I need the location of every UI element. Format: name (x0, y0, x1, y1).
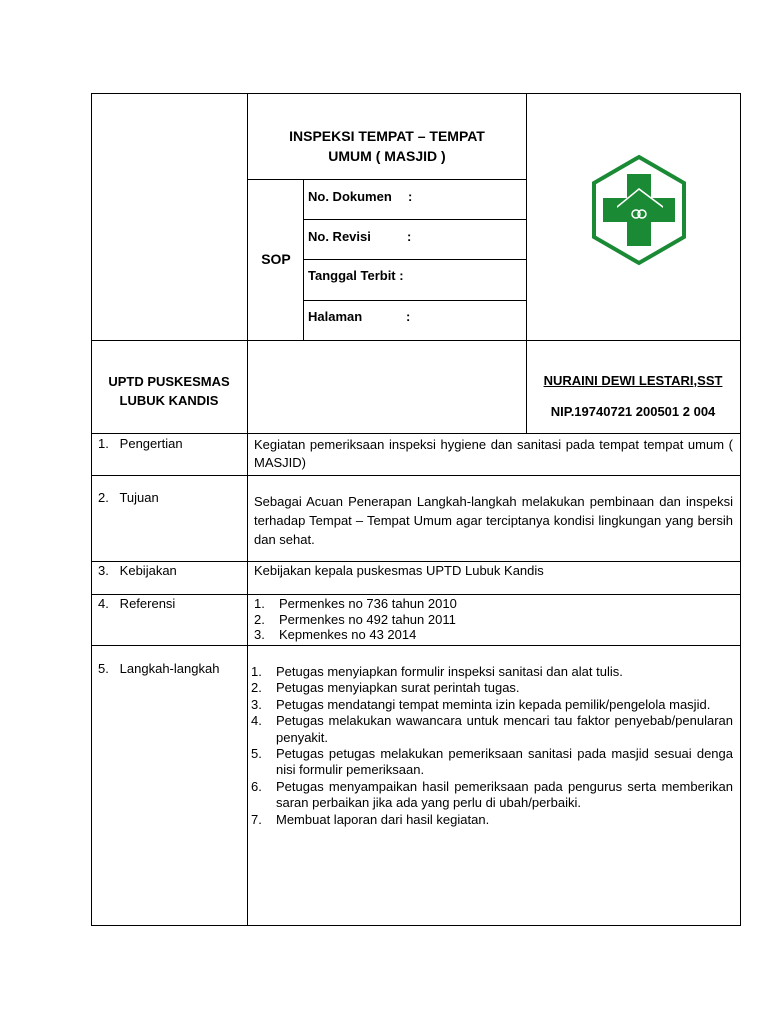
field-halaman (308, 309, 523, 325)
row-line-referensi (91, 645, 741, 646)
item-number: 5. (251, 746, 262, 762)
item-number: 3. (254, 627, 265, 642)
field-colon: : (399, 268, 404, 283)
label-langkah: 5. Langkah-langkah (98, 661, 220, 676)
org-line-1: UPTD PUSKESMAS (108, 374, 230, 389)
item-text: Petugas mendatangi tempat meminta izin kepada pemilik/pengelola masjid. (276, 696, 711, 712)
row-line-tujuan (91, 561, 741, 562)
list-item (254, 612, 733, 628)
item-number: 2. (251, 680, 262, 696)
label-pengertian: 1. Pengertian (98, 436, 183, 451)
text-tujuan: Sebagai Acuan Penerapan Langkah-langkah melakukan pembinaan dan inspeksi terhadap Tempat – Tempat Umum agar terciptanya kondisi lingkungan yang bersih dan sehat. (254, 494, 733, 547)
title-line-2: UMUM ( MASJID ) (328, 148, 446, 164)
item-number: 1. (251, 664, 262, 679)
item-text: Kepmenkes no 43 2014 (279, 627, 417, 642)
table-border-right (740, 93, 741, 926)
field-tanggal-terbit (308, 268, 523, 284)
field-label: Tanggal Terbit (308, 268, 396, 283)
text-kebijakan: Kebijakan kepala puskesmas UPTD Lubuk Kandis (254, 563, 544, 578)
item-number: 3. (251, 696, 262, 712)
field-label: No. Revisi (308, 229, 371, 244)
row-line-header (91, 340, 741, 341)
label-referensi: 4. Referensi (98, 596, 176, 611)
field-label: No. Dokumen (308, 189, 392, 204)
item-number: 1. (254, 596, 265, 611)
field-line-3 (303, 300, 527, 301)
item-number: 6. (251, 778, 262, 794)
title-line-1: INSPEKSI TEMPAT – TEMPAT (289, 128, 485, 144)
item-number: 4. (251, 713, 262, 729)
item-text: Permenkes no 736 tahun 2010 (279, 596, 457, 611)
label-kebijakan: 3. Kebijakan (98, 563, 177, 578)
field-no-revisi (308, 229, 523, 245)
sop-label: SOP (261, 251, 291, 267)
langkah-list (251, 664, 733, 828)
table-border-bottom (91, 925, 741, 926)
table-border-top (91, 93, 741, 94)
list-item (254, 627, 733, 643)
field-colon: : (408, 189, 413, 204)
puskesmas-logo-icon (589, 154, 689, 266)
field-colon: : (407, 229, 412, 244)
title-bottom-line (247, 179, 527, 180)
list-item (251, 779, 733, 812)
org-name (94, 372, 244, 410)
item-text: Petugas menyampaikan hasil pemeriksaan pada pengurus serta memberikan saran perbaikan jika ada yang perlu di ubah/perbaiki. (276, 778, 733, 811)
list-item (251, 664, 733, 680)
item-text: Membuat laporan dari hasil kegiatan. (276, 811, 490, 827)
list-item (251, 812, 733, 828)
org-line-2: LUBUK KANDIS (119, 393, 219, 408)
item-number: 7. (251, 811, 262, 827)
row-line-pengertian (91, 475, 741, 476)
item-number: 2. (254, 611, 265, 627)
item-text: Petugas melakukan wawancara untuk mencari tau faktor penyebab/penularan penyakit. (276, 713, 733, 745)
list-item (251, 713, 733, 746)
signer-nip: NIP.19740721 200501 2 004 (550, 404, 716, 419)
column-divider-left (247, 93, 248, 926)
list-item (251, 697, 733, 713)
field-label: Halaman (308, 309, 363, 324)
row-line-org (91, 433, 741, 434)
text-pengertian: Kegiatan pemeriksaan inspeksi hygiene dan sanitasi pada tempat tempat umum ( MASJID) (254, 437, 733, 470)
document-title (250, 126, 524, 166)
signer-name: NURAINI DEWI LESTARI,SST (543, 373, 723, 388)
referensi-list (254, 596, 733, 643)
item-text: Petugas menyiapkan formulir inspeksi sanitasi dan alat tulis. (276, 664, 623, 679)
column-divider-right (526, 93, 527, 433)
list-item (254, 596, 733, 612)
list-item (251, 746, 733, 779)
field-no-dokumen (308, 189, 523, 205)
table-border-left (91, 93, 92, 926)
item-text: Petugas menyiapkan surat perintah tugas. (276, 680, 520, 696)
item-text: Permenkes no 492 tahun 2011 (279, 611, 456, 627)
field-line-1 (303, 219, 527, 220)
row-line-kebijakan (91, 594, 741, 595)
item-text: Petugas petugas melakukan pemeriksaan sanitasi pada masjid sesuai denga nisi formulir pemeriksaan. (276, 746, 733, 778)
list-item (251, 680, 733, 696)
field-line-2 (303, 259, 527, 260)
label-tujuan: 2. Tujuan (98, 490, 159, 505)
field-colon: : (406, 309, 411, 324)
